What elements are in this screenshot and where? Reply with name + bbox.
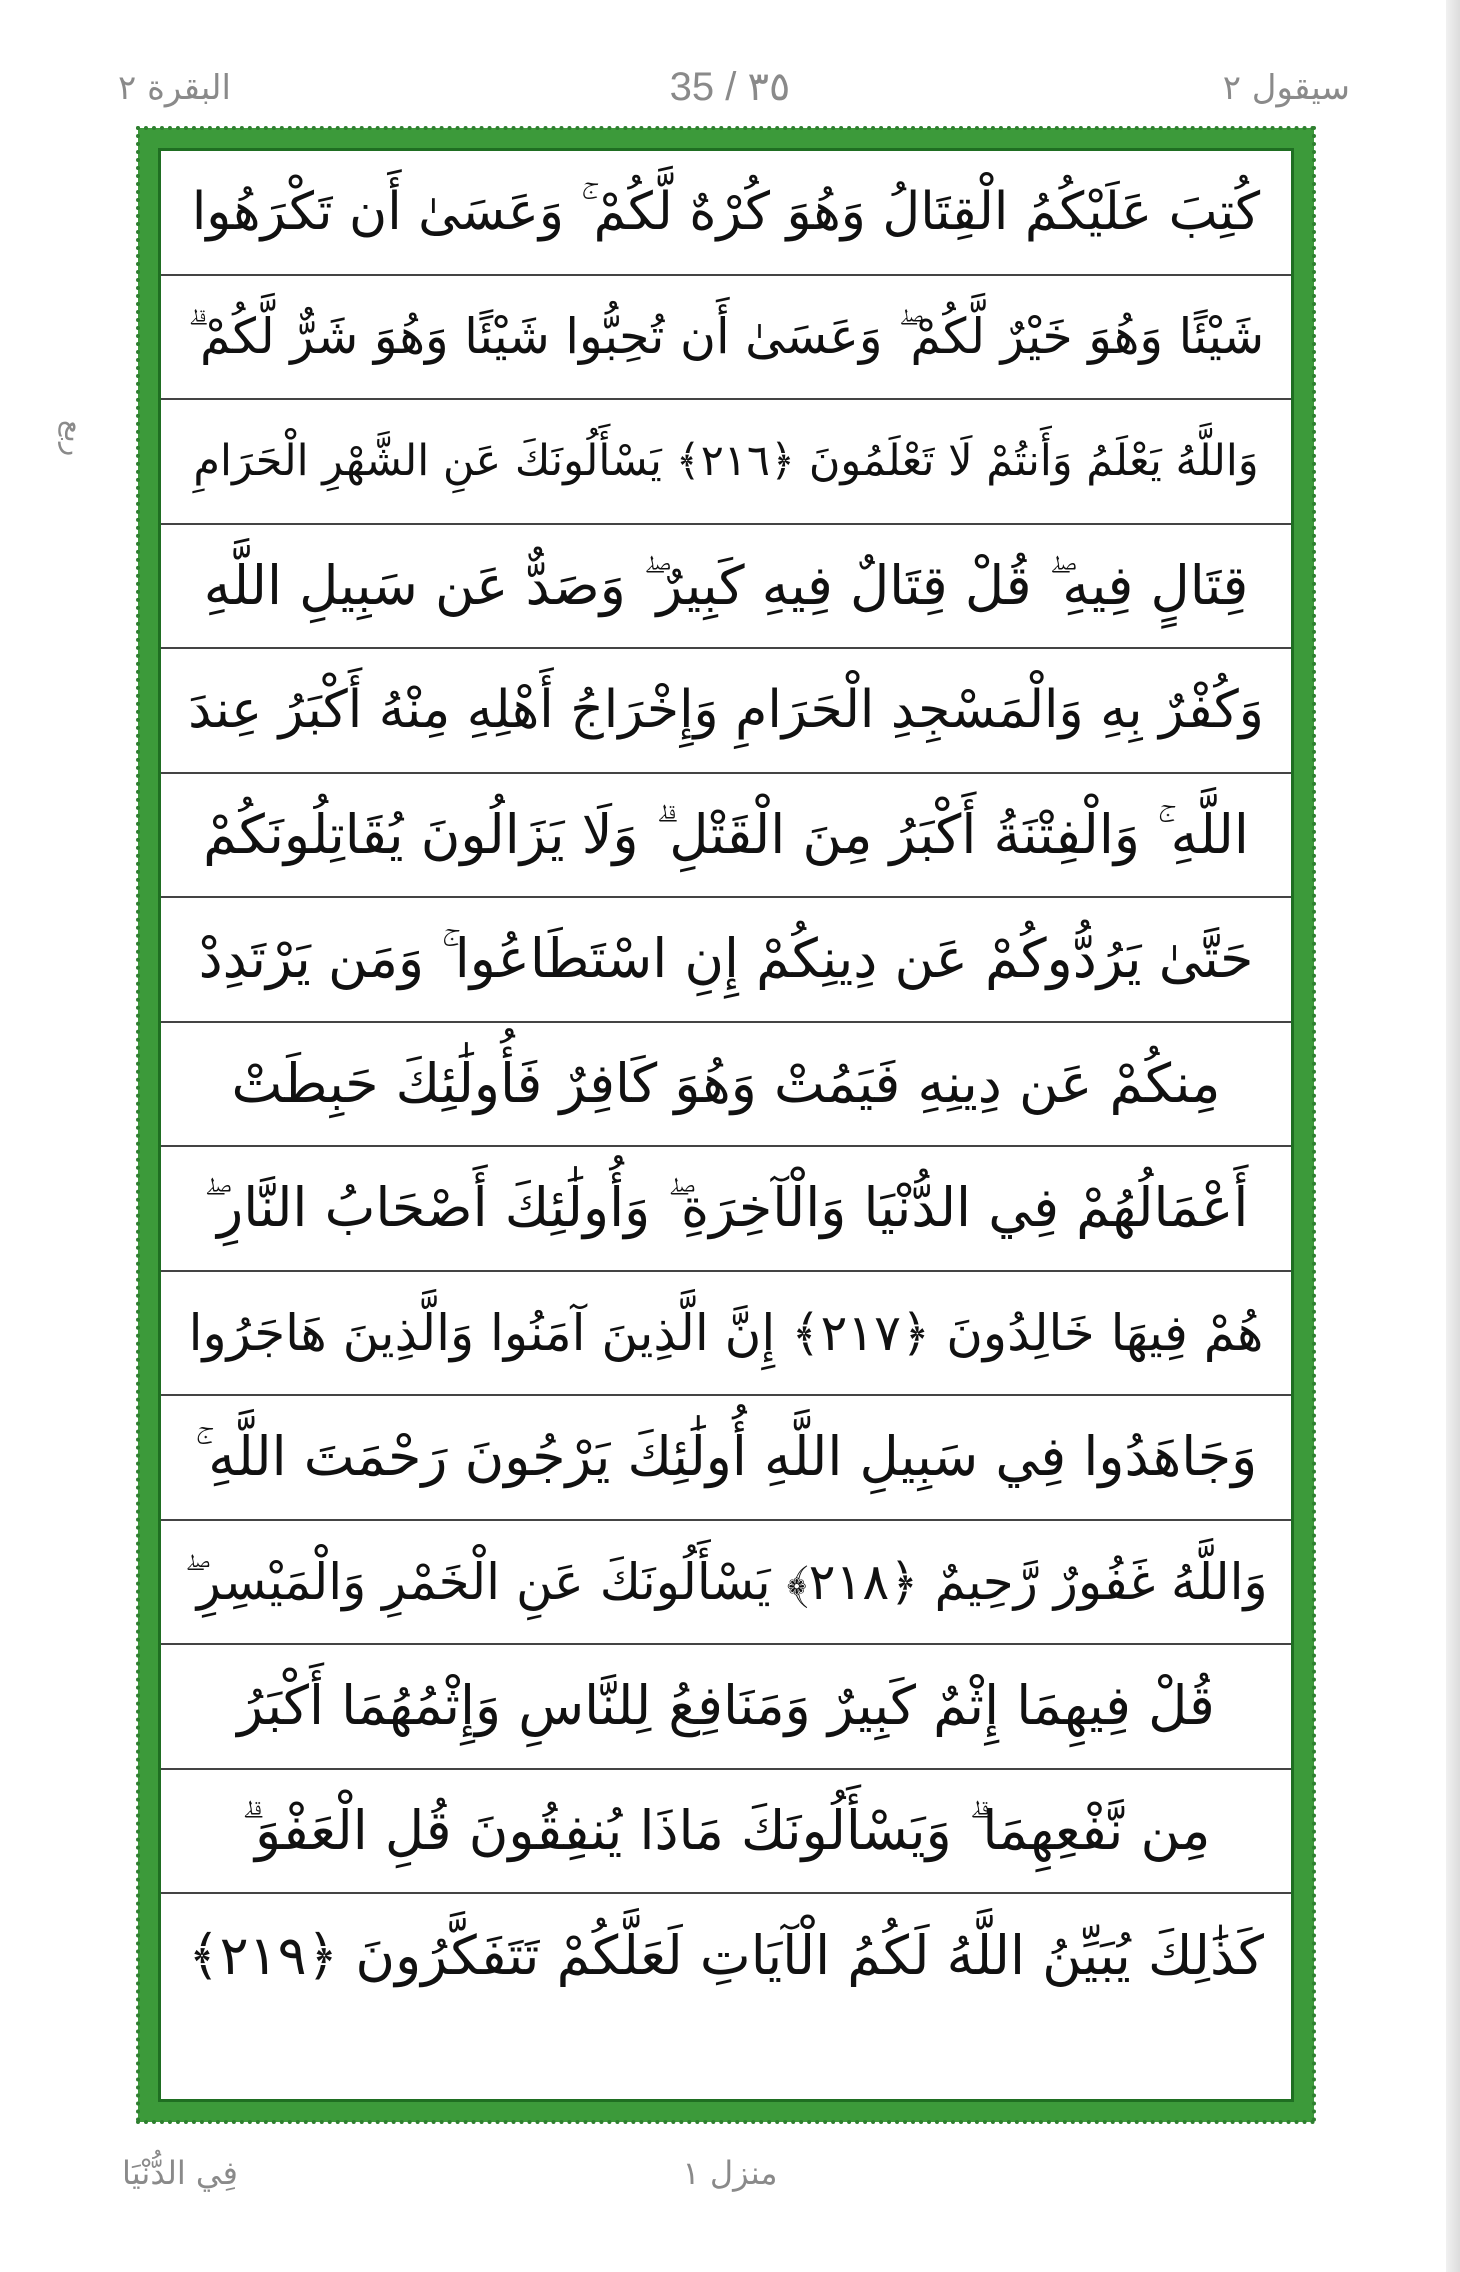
juz-name: سيقول ٢ [1222, 68, 1350, 108]
text-line-11 [161, 1396, 1291, 1521]
text-line-8 [161, 1023, 1291, 1148]
text-lines [161, 151, 1291, 2099]
text-line-9 [161, 1147, 1291, 1272]
page-number: 35 / ٣٥ [669, 65, 791, 109]
margin-ruku-mark: ربع [58, 420, 91, 457]
line-text: أَعْمَالُهُمْ فِي الدُّنْيَا وَالْآخِرَةِ ۖ وَأُولَٰئِكَ أَصْحَابُ النَّارِ ۖ [203, 1176, 1249, 1240]
text-line-2 [161, 276, 1291, 401]
text-line-1 [161, 151, 1291, 276]
text-line-12 [161, 1521, 1291, 1646]
line-text: مِن نَّفْعِهِمَا ۗ وَيَسْأَلُونَكَ مَاذَا يُنفِقُونَ قُلِ الْعَفْوَ ۗ [241, 1798, 1211, 1862]
line-text: وَكُفْرٌ بِهِ وَالْمَسْجِدِ الْحَرَامِ وَإِخْرَاجُ أَهْلِهِ مِنْهُ أَكْبَرُ عِندَ [188, 680, 1264, 741]
line-text: مِنكُمْ عَن دِينِهِ فَيَمُتْ وَهُوَ كَافِرٌ فَأُولَٰئِكَ حَبِطَتْ [231, 1051, 1221, 1115]
line-text: شَيْئًا وَهُوَ خَيْرٌ لَّكُمْ ۖ وَعَسَىٰ أَن تُحِبُّوا شَيْئًا وَهُوَ شَرٌّ لَّكُمْ ۗ [187, 308, 1265, 366]
surah-name: البقرة ٢ [118, 68, 231, 108]
page-edge [1446, 0, 1460, 2272]
text-line-5 [161, 649, 1291, 774]
line-text: وَاللَّهُ يَعْلَمُ وَأَنتُمْ لَا تَعْلَمُونَ ﴿٢١٦﴾ يَسْأَلُونَكَ عَنِ الشَّهْرِ الْحَرَامِ [193, 435, 1259, 486]
catchword: فِي الدُّنْيَا [122, 2154, 238, 2192]
manzil-label: منزل ١ [682, 2154, 778, 2192]
text-line-15 [161, 1894, 1291, 2019]
line-text: وَجَاهَدُوا فِي سَبِيلِ اللَّهِ أُولَٰئِكَ يَرْجُونَ رَحْمَتَ اللَّهِ ۚ [194, 1425, 1258, 1489]
line-text: كُتِبَ عَلَيْكُمُ الْقِتَالُ وَهُوَ كُرْهٌ لَّكُمْ ۚ وَعَسَىٰ أَن تَكْرَهُوا [191, 182, 1261, 243]
text-line-14 [161, 1770, 1291, 1895]
text-line-6 [161, 774, 1291, 899]
text-line-3 [161, 400, 1291, 525]
text-line-13 [161, 1645, 1291, 1770]
line-text: قُلْ فِيهِمَا إِثْمٌ كَبِيرٌ وَمَنَافِعُ لِلنَّاسِ وَإِثْمُهُمَا أَكْبَرُ [237, 1674, 1215, 1738]
line-text: هُمْ فِيهَا خَالِدُونَ ﴿٢١٧﴾ إِنَّ الَّذِينَ آمَنُوا وَالَّذِينَ هَاجَرُوا [188, 1303, 1264, 1362]
page-footer [0, 2148, 1460, 2208]
text-line-4 [161, 525, 1291, 650]
decorative-border [138, 128, 1314, 2122]
line-text: حَتَّىٰ يَرُدُّوكُمْ عَن دِينِكُمْ إِنِ اسْتَطَاعُوا ۚ وَمَن يَرْتَدِدْ [198, 927, 1254, 991]
page-header [0, 60, 1460, 130]
text-line-10 [161, 1272, 1291, 1397]
text-line-7 [161, 898, 1291, 1023]
line-text: اللَّهِ ۚ وَالْفِتْنَةُ أَكْبَرُ مِنَ الْقَتْلِ ۗ وَلَا يَزَالُونَ يُقَاتِلُونَكُمْ [203, 802, 1249, 866]
line-text: قِتَالٍ فِيهِ ۖ قُلْ قِتَالٌ فِيهِ كَبِيرٌ ۖ وَصَدٌّ عَن سَبِيلِ اللَّهِ [203, 553, 1249, 617]
line-text: وَاللَّهُ غَفُورٌ رَّحِيمٌ ﴿٢١٨﴾ يَسْأَلُونَكَ عَنِ الْخَمْرِ وَالْمَيْسِرِ ۖ [184, 1552, 1268, 1611]
text-panel [158, 148, 1294, 2102]
line-text: كَذَٰلِكَ يُبَيِّنُ اللَّهُ لَكُمُ الْآيَاتِ لَعَلَّكُمْ تَتَفَكَّرُونَ ﴿٢١٩﴾ [187, 1924, 1265, 1988]
